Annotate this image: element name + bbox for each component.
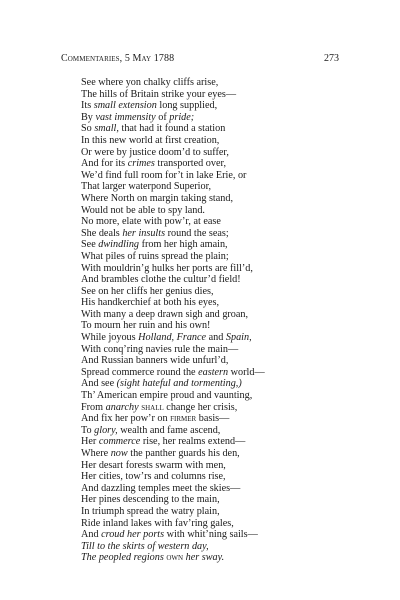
line-text: So xyxy=(81,123,95,135)
poem-line xyxy=(81,112,341,124)
page-number: 273 xyxy=(324,53,339,64)
line-text: and xyxy=(206,332,226,344)
italic-text: anarchy xyxy=(105,401,139,413)
line-text: We’d find full room for’t in lake Erie, or xyxy=(81,169,247,181)
line-text: rise, her realms extend— xyxy=(140,436,246,448)
italic-text: her insults xyxy=(122,227,166,239)
poem-line xyxy=(81,460,341,472)
line-text: Th’ American empire proud and vaunting, xyxy=(81,390,253,402)
line-text: change her crisis, xyxy=(163,401,238,413)
poem-line xyxy=(81,297,341,309)
poem-line xyxy=(81,332,341,344)
line-text: And xyxy=(81,529,102,541)
running-head xyxy=(61,53,339,65)
line-text: Its xyxy=(81,100,94,112)
poem-line xyxy=(81,552,341,564)
italic-text: Till to the skirts of western day, xyxy=(81,540,209,552)
poem-line xyxy=(81,367,341,379)
line-text: While joyous xyxy=(81,332,139,344)
line-text: from her high amain, xyxy=(139,239,228,251)
italic-text: dwindling xyxy=(98,239,140,251)
line-text: In triumph spread the watry plain, xyxy=(81,505,220,517)
poem-line xyxy=(81,425,341,437)
italic-text: croud her ports xyxy=(101,529,165,541)
poem-line xyxy=(81,135,341,147)
italic-text: The peopled regions xyxy=(81,552,164,564)
poem-line xyxy=(81,89,341,101)
poem-line xyxy=(81,147,341,159)
poem-line xyxy=(81,158,341,170)
poem-line xyxy=(81,506,341,518)
italic-text: eastern xyxy=(198,366,229,378)
italic-text: glory, xyxy=(94,424,118,436)
line-text: By xyxy=(81,111,96,123)
line-text: And see xyxy=(81,378,117,390)
poem-line xyxy=(81,436,341,448)
poem-line xyxy=(81,181,341,193)
poem-line xyxy=(81,193,341,205)
italic-text: small extension xyxy=(93,100,157,112)
poem-line xyxy=(81,205,341,217)
line-text: transported over, xyxy=(154,158,227,170)
line-text: Her pines descending to the main, xyxy=(81,494,220,506)
line-text: Or were by justice doom’d to suffer, xyxy=(81,146,229,158)
italic-text: crimes xyxy=(127,158,155,170)
line-text: Her xyxy=(81,436,99,448)
line-text: wealth and fame ascend, xyxy=(117,424,221,436)
line-text: With conq’ring navies rule the main— xyxy=(81,343,239,355)
line-text: world— xyxy=(228,366,265,378)
poem-line xyxy=(81,529,341,541)
line-text: And fix her pow’r on xyxy=(81,413,171,425)
poem-body xyxy=(81,77,341,564)
poem-line xyxy=(81,77,341,89)
poem-line xyxy=(81,263,341,275)
poem-line xyxy=(81,309,341,321)
line-text: See on her cliffs her genius dies, xyxy=(81,285,214,297)
line-text: No more, elate with pow’r, at ease xyxy=(81,216,221,228)
poem-line xyxy=(81,320,341,332)
line-text: From xyxy=(81,401,106,413)
poem-line xyxy=(81,286,341,298)
poem-line xyxy=(81,123,341,135)
line-text: His handkerchief at both his eyes, xyxy=(81,297,220,309)
poem-line xyxy=(81,239,341,251)
line-text: And brambles clothe the cultur’d field! xyxy=(81,274,241,286)
poem-line xyxy=(81,413,341,425)
line-text: of xyxy=(155,111,170,123)
poem-line xyxy=(81,541,341,553)
poem-line xyxy=(81,228,341,240)
poem-line xyxy=(81,344,341,356)
line-text: What piles of ruins spread the plain; xyxy=(81,250,229,262)
italic-text: Holland, France xyxy=(138,332,207,344)
poem-line xyxy=(81,355,341,367)
line-text: See xyxy=(81,239,99,251)
poem-line xyxy=(81,390,341,402)
poem-line xyxy=(81,170,341,182)
italic-text: small, xyxy=(94,123,119,135)
poem-line xyxy=(81,402,341,414)
poem-line xyxy=(81,274,341,286)
line-text: Spread commerce round the xyxy=(81,366,199,378)
italic-text: commerce xyxy=(98,436,141,448)
italic-text: Spain, xyxy=(225,332,252,344)
small-caps-text: firmer xyxy=(170,413,197,425)
line-text: In this new world at first creation, xyxy=(81,134,220,146)
running-title: Commentaries, 5 May 1788 xyxy=(61,53,175,64)
poem-line xyxy=(81,448,341,460)
line-text: With mouldrin’g hulks her ports are fill’d, xyxy=(81,262,253,274)
line-text: that had it found a station xyxy=(118,123,226,135)
poem-line xyxy=(81,483,341,495)
line-text: That larger waterpond Superior, xyxy=(81,181,212,193)
poem-line xyxy=(81,216,341,228)
line-text: The hills of Britain strike your eyes— xyxy=(81,88,237,100)
poem-line xyxy=(81,518,341,530)
italic-text: her sway. xyxy=(185,552,225,564)
line-text: And Russian banners wide unfurl’d, xyxy=(81,355,229,367)
italic-text: (sight hateful and tormenting,) xyxy=(116,378,242,390)
line-text: the panther guards his den, xyxy=(127,448,240,459)
line-text: Would not be able to spy land. xyxy=(81,204,205,216)
line-text: Where xyxy=(81,448,111,459)
line-text: long supplied, xyxy=(156,100,218,112)
line-text: with whit’ning sails— xyxy=(164,529,258,541)
small-caps-text: own xyxy=(166,552,184,564)
line-text: basis— xyxy=(196,413,230,425)
italic-text: vast immensity xyxy=(95,111,156,123)
line-text: Her cities, tow’rs and columns rise, xyxy=(81,471,226,483)
poem-line xyxy=(81,100,341,112)
line-text: Ride inland lakes with fav’ring gales, xyxy=(81,517,234,529)
poem-line xyxy=(81,251,341,263)
poem-line xyxy=(81,378,341,390)
line-text: round the seas; xyxy=(165,227,229,239)
line-text: See where yon chalky cliffs arise, xyxy=(81,77,219,88)
line-text: To xyxy=(81,424,95,436)
line-text: She deals xyxy=(81,227,123,239)
line-text: Her desart forests swarm with men, xyxy=(81,459,226,471)
line-text: Where North on margin taking stand, xyxy=(81,192,234,204)
line-text: And for its xyxy=(81,158,128,170)
line-text: To mourn her ruin and his own! xyxy=(81,320,211,332)
italic-text: now xyxy=(110,448,128,459)
small-caps-text: shall xyxy=(141,401,164,413)
line-text: With many a deep drawn sigh and groan, xyxy=(81,308,249,320)
poem-line xyxy=(81,471,341,483)
italic-text: pride; xyxy=(169,111,195,123)
line-text: And dazzling temples meet the skies— xyxy=(81,482,241,494)
poem-line xyxy=(81,494,341,506)
